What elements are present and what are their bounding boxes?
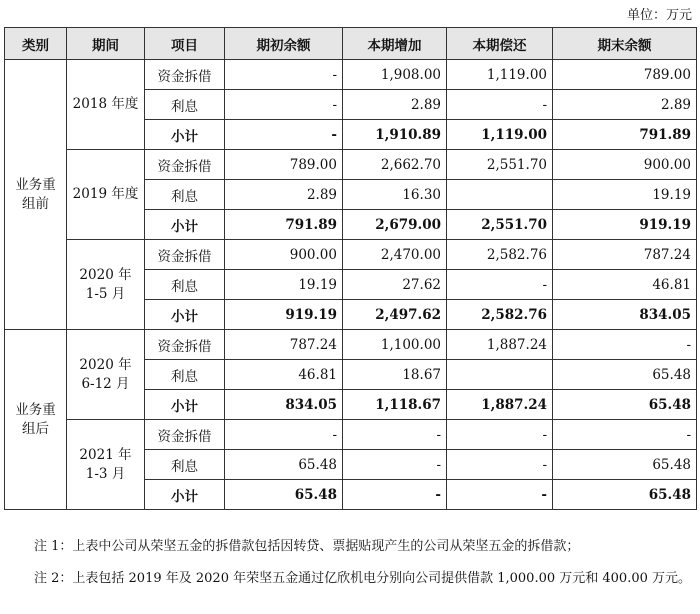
item-cell: 利息: [145, 450, 225, 480]
footnote-2: 注 2：上表包括 2019 年及 2020 年荣坚五金通过亿欣机电分别向公司提供借款 1,000.00 万元和 400.00 万元。: [34, 571, 692, 586]
header-cell: 本期偿还: [447, 28, 553, 60]
increase-cell: 18.67: [343, 360, 447, 390]
increase-cell: 2,679.00: [343, 210, 447, 240]
increase-cell: -: [343, 480, 447, 510]
increase-cell: 2,662.70: [343, 150, 447, 180]
repayment-cell: 1,119.00: [447, 60, 553, 90]
period-cell: 2020 年 1-5 月: [67, 240, 145, 330]
end-balance-cell: -: [553, 330, 697, 360]
header-cell: 项目: [145, 28, 225, 60]
table-row: [5, 240, 697, 270]
repayment-cell: 2,582.76: [447, 300, 553, 330]
end-balance-cell: 46.81: [553, 270, 697, 300]
repayment-cell: 1,887.24: [447, 390, 553, 420]
header-cell: 类别: [5, 28, 67, 60]
period-cell: 2018 年度: [67, 60, 145, 150]
header-cell: 期间: [67, 28, 145, 60]
repayment-cell: [447, 180, 553, 210]
end-balance-cell: 791.89: [553, 120, 697, 150]
begin-balance-cell: -: [225, 420, 343, 450]
unit-label: 单位：万元: [626, 8, 692, 23]
header-cell: 本期增加: [343, 28, 447, 60]
begin-balance-cell: 19.19: [225, 270, 343, 300]
item-cell: 利息: [145, 180, 225, 210]
category-cell: 业务重组前: [5, 60, 67, 330]
begin-balance-cell: 65.48: [225, 480, 343, 510]
repayment-cell: 2,551.70: [447, 150, 553, 180]
period-cell: 2021 年 1-3 月: [67, 420, 145, 510]
repayment-cell: [447, 360, 553, 390]
end-balance-cell: 900.00: [553, 150, 697, 180]
item-cell: 资金拆借: [145, 330, 225, 360]
begin-balance-cell: -: [225, 90, 343, 120]
increase-cell: 2,497.62: [343, 300, 447, 330]
header-cell: 期初余额: [225, 28, 343, 60]
table-row: [5, 60, 697, 90]
begin-balance-cell: -: [225, 60, 343, 90]
increase-cell: 1,910.89: [343, 120, 447, 150]
table-row: [5, 420, 697, 450]
increase-cell: 1,100.00: [343, 330, 447, 360]
begin-balance-cell: 919.19: [225, 300, 343, 330]
end-balance-cell: 834.05: [553, 300, 697, 330]
category-cell: 业务重组后: [5, 330, 67, 510]
begin-balance-cell: 65.48: [225, 450, 343, 480]
repayment-cell: 1,119.00: [447, 120, 553, 150]
end-balance-cell: 65.48: [553, 360, 697, 390]
increase-cell: 16.30: [343, 180, 447, 210]
begin-balance-cell: 834.05: [225, 390, 343, 420]
item-cell: 资金拆借: [145, 150, 225, 180]
begin-balance-cell: 900.00: [225, 240, 343, 270]
end-balance-cell: 65.48: [553, 450, 697, 480]
footnote-1: 注 1：上表中公司从荣坚五金的拆借款包括因转贷、票据贴现产生的公司从荣坚五金的拆借款；: [34, 539, 580, 554]
begin-balance-cell: -: [225, 120, 343, 150]
end-balance-cell: 2.89: [553, 90, 697, 120]
end-balance-cell: 789.00: [553, 60, 697, 90]
item-cell: 小计: [145, 390, 225, 420]
period-cell: 2020 年 6-12 月: [67, 330, 145, 420]
item-cell: 小计: [145, 120, 225, 150]
repayment-cell: 2,551.70: [447, 210, 553, 240]
increase-cell: 1,908.00: [343, 60, 447, 90]
end-balance-cell: 65.48: [553, 480, 697, 510]
increase-cell: -: [343, 450, 447, 480]
table-row: [5, 150, 697, 180]
increase-cell: 2,470.00: [343, 240, 447, 270]
footnotes: [4, 536, 696, 590]
item-cell: 资金拆借: [145, 240, 225, 270]
repayment-cell: -: [447, 420, 553, 450]
begin-balance-cell: 791.89: [225, 210, 343, 240]
begin-balance-cell: 46.81: [225, 360, 343, 390]
item-cell: 利息: [145, 360, 225, 390]
repayment-cell: -: [447, 450, 553, 480]
end-balance-cell: -: [553, 420, 697, 450]
loan-table: [4, 27, 697, 510]
header-row: [5, 28, 697, 60]
end-balance-cell: 919.19: [553, 210, 697, 240]
table-row: [5, 330, 697, 360]
increase-cell: -: [343, 420, 447, 450]
end-balance-cell: 65.48: [553, 390, 697, 420]
item-cell: 小计: [145, 300, 225, 330]
increase-cell: 27.62: [343, 270, 447, 300]
item-cell: 资金拆借: [145, 60, 225, 90]
header-cell: 期末余额: [553, 28, 697, 60]
item-cell: 利息: [145, 90, 225, 120]
repayment-cell: 2,582.76: [447, 240, 553, 270]
item-cell: 资金拆借: [145, 420, 225, 450]
item-cell: 利息: [145, 270, 225, 300]
increase-cell: 1,118.67: [343, 390, 447, 420]
repayment-cell: -: [447, 270, 553, 300]
begin-balance-cell: 789.00: [225, 150, 343, 180]
begin-balance-cell: 787.24: [225, 330, 343, 360]
repayment-cell: 1,887.24: [447, 330, 553, 360]
period-cell: 2019 年度: [67, 150, 145, 240]
begin-balance-cell: 2.89: [225, 180, 343, 210]
increase-cell: 2.89: [343, 90, 447, 120]
item-cell: 小计: [145, 210, 225, 240]
end-balance-cell: 19.19: [553, 180, 697, 210]
repayment-cell: -: [447, 90, 553, 120]
end-balance-cell: 787.24: [553, 240, 697, 270]
item-cell: 小计: [145, 480, 225, 510]
repayment-cell: -: [447, 480, 553, 510]
